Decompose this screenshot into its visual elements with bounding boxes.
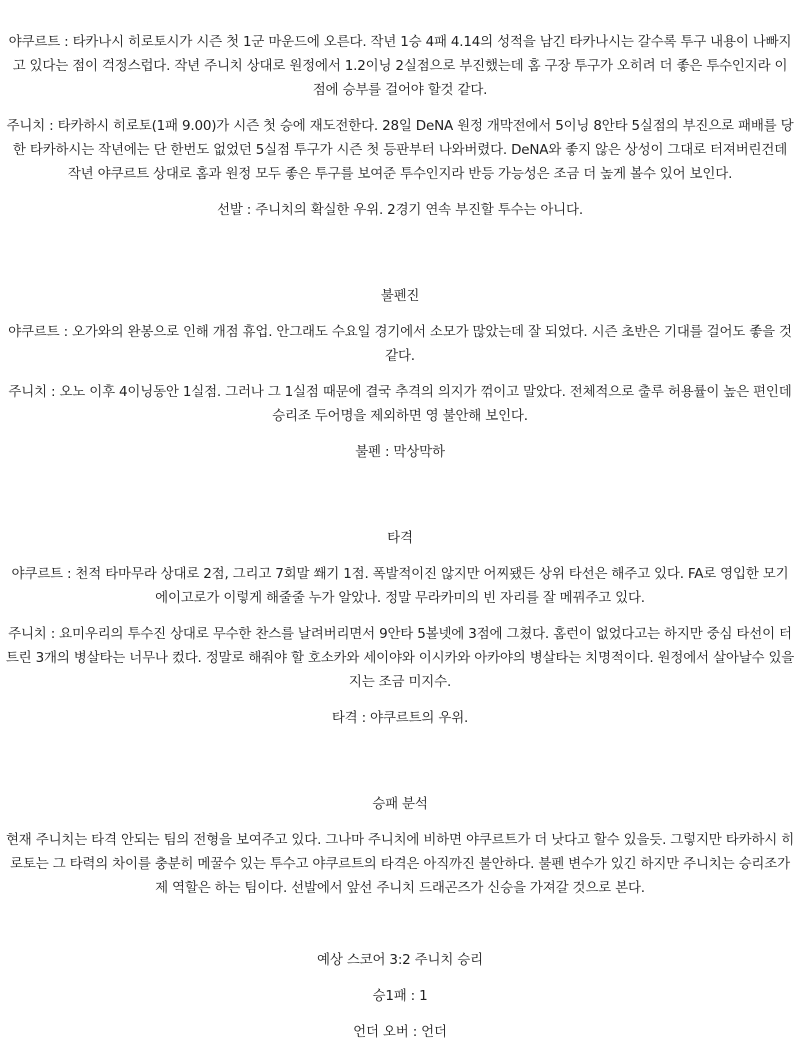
starter-chunichi-paragraph: 주니치 : 타카하시 히로토(1패 9.00)가 시즌 첫 승에 재도전한다. 28일 DeNA 원정 개막전에서 5이닝 8안타 5실점의 부진으로 패배를 당한 타카하시는 작년에는 단 한번도 없었던 5실점 투구가 시즌 첫 등판부터 나와버렸다. DeNA와 좋지 않은 상성이 그대로 터져버린건데 작년 야쿠르트 상대로 홈과 원정 모두 좋은 투구를 보여준 투수인지라 반등 가능성은 조금 더 높게 볼수 있어 보인다.	[6, 118, 794, 182]
batting-heading: 타격	[387, 530, 413, 546]
spacer	[5, 912, 795, 948]
analysis-heading: 승패 분석	[372, 796, 428, 812]
predicted-score: 예상 스코어 3:2 주니치 승리	[317, 952, 483, 968]
spacer	[5, 234, 795, 284]
handicap-pick: 승1패 : 1	[372, 988, 428, 1004]
bullpen-heading: 불펜진	[380, 288, 420, 304]
under-over-pick: 언더 오버 : 언더	[353, 1024, 447, 1040]
bullpen-yakult-paragraph: 야쿠르트 : 오가와의 완봉으로 인해 개점 휴업. 안그래도 수요일 경기에서 소모가 많았는데 잘 되었다. 시즌 초반은 기대를 걸어도 좋을 것 같다.	[8, 324, 792, 364]
batting-summary: 타격 : 야쿠르트의 우위.	[331, 710, 469, 726]
article-body	[5, 0, 795, 1044]
spacer	[5, 476, 795, 526]
batting-chunichi-paragraph: 주니치 : 요미우리의 투수진 상대로 무수한 찬스를 날려버리면서 9안타 5볼넷에 3점에 그쳤다. 홈런이 없었다고는 하지만 중심 타선이 터트린 3개의 병살타는 너무나 컸다. 정말로 해줘야 할 호소카와 세이야와 이시카와 아카야의 병살타는 치명적이다. 원정에서 살아날수 있을지는 조금 미지수.	[5, 626, 795, 690]
spacer	[5, 742, 795, 792]
bullpen-summary: 불펜 : 막상막하	[355, 444, 445, 460]
starter-summary: 선발 : 주니치의 확실한 우위. 2경기 연속 부진할 투수는 아니다.	[217, 202, 583, 218]
batting-yakult-paragraph: 야쿠르트 : 천적 타마무라 상대로 2점, 그리고 7회말 쐐기 1점. 폭발적이진 않지만 어찌됐든 상위 타선은 해주고 있다. FA로 영입한 모기 에이고로가 이렇게 해줄줄 누가 알았나. 정말 무라카미의 빈 자리를 잘 메꿔주고 있다.	[11, 566, 789, 606]
bullpen-chunichi-paragraph: 주니치 : 오노 이후 4이닝동안 1실점. 그러나 그 1실점 때문에 결국 추격의 의지가 꺾이고 말았다. 전체적으로 출루 허용률이 높은 편인데 승리조 두어명을 제외하면 영 불안해 보인다.	[8, 384, 792, 424]
starter-yakult-paragraph: 야쿠르트 : 타카나시 히로토시가 시즌 첫 1군 마운드에 오른다. 작년 1승 4패 4.14의 성적을 남긴 타카나시는 갈수록 투구 내용이 나빠지고 있다는 점이 걱정스럽다. 작년 주니치 상대로 원정에서 1.2이닝 2실점으로 부진했는데 홈 구장 투구가 오히려 더 좋은 투수인지라 이 점에 승부를 걸어야 할것 같다.	[8, 34, 792, 98]
analysis-paragraph: 현재 주니치는 타격 안되는 팀의 전형을 보여주고 있다. 그나마 주니치에 비하면 야쿠르트가 더 낫다고 할수 있을듯. 그렇지만 타카하시 히로토는 그 타력의 차이를 충분히 메꿀수 있는 투수고 야쿠르트의 타격은 아직까진 불안하다. 불펜 변수가 있긴 하지만 주니치는 승리조가 제 역할은 하는 팀이다. 선발에서 앞선 주니치 드래곤즈가 신승을 가져갈 것으로 본다.	[5, 832, 795, 896]
